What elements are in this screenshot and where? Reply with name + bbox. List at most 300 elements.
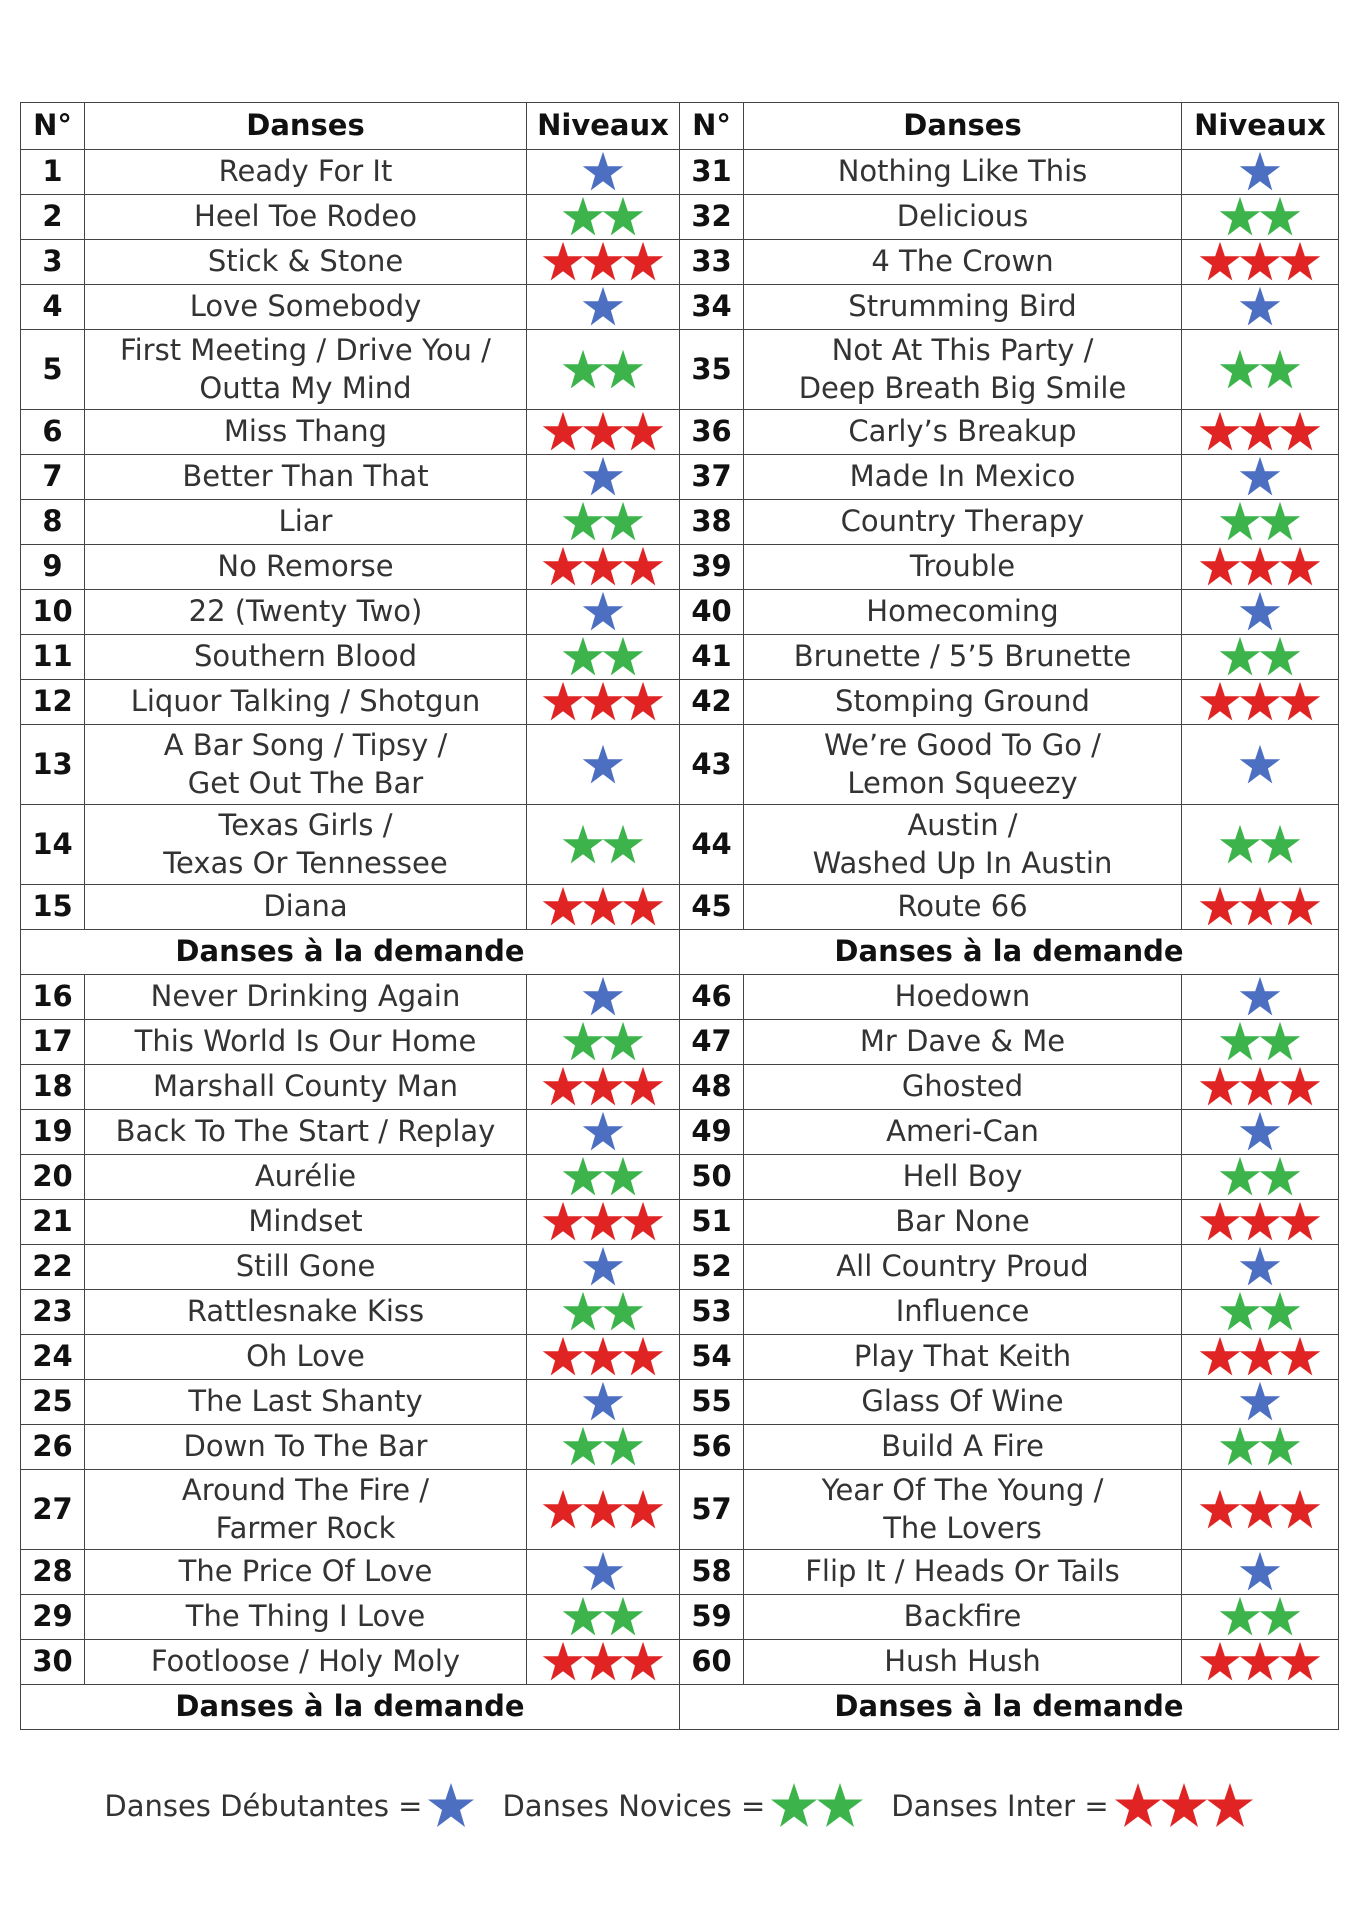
star-icon [601,195,645,239]
table-row [21,1550,1339,1595]
dance-number: 42 [680,680,744,725]
dance-name [744,725,1182,805]
star-icon [1198,1335,1242,1379]
dance-name-line: Build A Fire [881,1429,1044,1464]
dance-name-line: Miss Thang [223,414,388,449]
dance-name [85,500,527,545]
dance-number: 21 [21,1200,85,1245]
dance-name [744,1425,1182,1470]
star-icon [621,410,665,454]
demand-row [21,1685,1339,1730]
dance-name-line: Texas Or Tennessee [163,845,448,880]
star-icon [581,455,625,499]
dance-name-line: Footloose / Holy Moly [150,1644,461,1679]
dance-level [1182,1020,1339,1065]
dance-level [527,1470,680,1550]
dance-name-line: This World Is Our Home [134,1024,477,1059]
dance-number: 36 [680,410,744,455]
table-row [21,725,1339,805]
dance-name [744,1200,1182,1245]
dance-number: 46 [680,975,744,1020]
star-icon [1218,195,1262,239]
dance-name-line: Backfire [903,1599,1022,1634]
star-icon [1258,823,1302,867]
star-icon [541,545,585,589]
dance-level [527,805,680,885]
dance-number: 53 [680,1290,744,1335]
dance-number: 8 [21,500,85,545]
star-icon [601,635,645,679]
dance-name-line: Farmer Rock [215,1510,396,1545]
dance-level [1182,805,1339,885]
star-icon [1198,1065,1242,1109]
table-row [21,150,1339,195]
dance-number: 16 [21,975,85,1020]
dance-level [1182,285,1339,330]
dance-name-line: 22 (Twenty Two) [188,594,423,629]
dance-level [527,1020,680,1065]
dance-name [85,680,527,725]
dance-number: 11 [21,635,85,680]
dance-number: 41 [680,635,744,680]
dance-level [527,1065,680,1110]
dance-level [527,1550,680,1595]
star-icon [1198,1640,1242,1684]
table-row [21,1020,1339,1065]
dance-name-line: Never Drinking Again [150,979,461,1014]
star-icon [1278,680,1322,724]
star-icon [815,1781,865,1831]
dance-number: 1 [21,150,85,195]
dance-level [1182,1065,1339,1110]
star-icon [541,410,585,454]
star-icon [1238,1640,1282,1684]
dance-name [85,1470,527,1550]
dance-number: 55 [680,1380,744,1425]
dance-name-line: Liar [278,504,333,539]
star-icon [581,590,625,634]
dance-name-line: Love Somebody [189,289,422,324]
table-row [21,635,1339,680]
dance-name [85,195,527,240]
star-icon [621,680,665,724]
dance-number: 14 [21,805,85,885]
dance-number: 28 [21,1550,85,1595]
dance-name-line: Rattlesnake Kiss [186,1294,425,1329]
star-icon [1218,1595,1262,1639]
demand-label: Danses à la demande [21,930,680,975]
legend-item [891,1781,1252,1831]
dance-name [744,1380,1182,1425]
star-icon [1238,150,1282,194]
dance-name [85,1335,527,1380]
dance-level [527,500,680,545]
star-icon [1198,1488,1242,1532]
star-icon [581,975,625,1019]
star-icon [1198,545,1242,589]
dance-number: 29 [21,1595,85,1640]
dance-name-line: Mr Dave & Me [859,1024,1066,1059]
dance-name [85,1200,527,1245]
dance-name [85,1425,527,1470]
dance-name-line: Nothing Like This [837,154,1088,189]
header-num: N° [680,103,744,150]
star-icon [1238,1065,1282,1109]
star-icon [581,885,625,929]
dance-list-table [20,102,1339,1730]
header-levels: Niveaux [527,103,680,150]
dance-name [85,635,527,680]
header-dances: Danses [744,103,1182,150]
legend-label: Danses Débutantes = [104,1789,423,1823]
dance-name [85,1065,527,1110]
star-icon [581,1380,625,1424]
dance-number: 35 [680,330,744,410]
dance-name-line: Down To The Bar [183,1429,428,1464]
table-row [21,680,1339,725]
star-icon [1238,1200,1282,1244]
star-icon [1218,1425,1262,1469]
dance-number: 2 [21,195,85,240]
dance-name-line: Austin / [907,807,1018,842]
dance-number: 58 [680,1550,744,1595]
dance-level [1182,410,1339,455]
dance-name-line: Made In Mexico [849,459,1076,494]
dance-level [1182,1245,1339,1290]
dance-name [85,1550,527,1595]
dance-name [744,1065,1182,1110]
dance-level [1182,1470,1339,1550]
star-icon [581,743,625,787]
star-icon [1278,1200,1322,1244]
star-icon [621,1065,665,1109]
table-row [21,1155,1339,1200]
star-icon [621,545,665,589]
star-icon [541,1065,585,1109]
dance-name [744,1020,1182,1065]
dance-name [744,1595,1182,1640]
dance-name [85,330,527,410]
star-icon [1238,285,1282,329]
table-row [21,1640,1339,1685]
dance-name [85,885,527,930]
dance-name [85,1290,527,1335]
dance-name [744,285,1182,330]
star-icon [621,1488,665,1532]
star-icon [581,1245,625,1289]
table-row [21,885,1339,930]
star-icon [1238,975,1282,1019]
dance-name [85,240,527,285]
star-icon [581,1550,625,1594]
dance-name-line: Homecoming [866,594,1059,629]
dance-level [1182,1380,1339,1425]
demand-row [21,930,1339,975]
star-icon [581,1065,625,1109]
dance-name [744,1470,1182,1550]
dance-name-line: Hoedown [894,979,1031,1014]
dance-name [85,150,527,195]
dance-name [744,885,1182,930]
dance-level [527,1640,680,1685]
dance-level [1182,885,1339,930]
dance-name-line: Carly’s Breakup [848,414,1077,449]
star-icon [621,1200,665,1244]
star-icon [1198,885,1242,929]
dance-level [527,1200,680,1245]
dance-number: 12 [21,680,85,725]
dance-level [1182,330,1339,410]
dance-number: 15 [21,885,85,930]
dance-name [744,195,1182,240]
star-icon [1238,743,1282,787]
dance-number: 34 [680,285,744,330]
star-icon [1258,1155,1302,1199]
table-row [21,1380,1339,1425]
star-icon [1278,240,1322,284]
star-icon [541,1200,585,1244]
star-icon [581,240,625,284]
star-icon [561,348,605,392]
dance-name-line: Texas Girls / [218,807,393,842]
dance-name [744,150,1182,195]
star-icon [1238,1245,1282,1289]
dance-level [527,1595,680,1640]
table-row [21,330,1339,410]
star-icon [426,1781,476,1831]
dance-name [744,805,1182,885]
dance-name [744,545,1182,590]
dance-number: 7 [21,455,85,500]
dance-number: 60 [680,1640,744,1685]
dance-number: 3 [21,240,85,285]
dance-name-line: Marshall County Man [153,1069,458,1104]
dance-level [1182,590,1339,635]
dance-name-line: Bar None [895,1204,1030,1239]
star-icon [1278,410,1322,454]
dance-name [744,680,1182,725]
star-icon [1218,823,1262,867]
dance-level [1182,975,1339,1020]
dance-level [1182,635,1339,680]
dance-level [527,195,680,240]
dance-name-line: Hush Hush [884,1644,1041,1679]
star-icon [1278,545,1322,589]
dance-name-line: Outta My Mind [199,370,412,405]
dance-name-line: Hell Boy [902,1159,1023,1194]
star-icon [1238,455,1282,499]
star-icon [1278,1335,1322,1379]
star-icon [601,1595,645,1639]
star-icon [621,885,665,929]
dance-name-line: A Bar Song / Tipsy / [163,727,448,762]
star-icon [581,150,625,194]
table-row [21,805,1339,885]
star-icon [581,1110,625,1154]
star-icon [1258,1425,1302,1469]
dance-name-line: Oh Love [246,1339,365,1374]
dance-number: 49 [680,1110,744,1155]
dance-name-line: Washed Up In Austin [812,845,1113,880]
dance-number: 17 [21,1020,85,1065]
legend-item [104,1781,474,1831]
dance-number: 10 [21,590,85,635]
star-icon [1218,635,1262,679]
dance-number: 13 [21,725,85,805]
star-icon [1159,1781,1209,1831]
star-icon [541,885,585,929]
dance-level [527,1290,680,1335]
dance-name [744,1110,1182,1155]
star-icon [1238,545,1282,589]
dance-name [744,240,1182,285]
dance-name [85,285,527,330]
dance-name [744,1640,1182,1685]
table-row [21,1595,1339,1640]
star-icon [601,823,645,867]
dance-name-line: Stick & Stone [207,244,404,279]
star-icon [1218,348,1262,392]
table-row [21,1200,1339,1245]
dance-name-line: Liquor Talking / Shotgun [130,684,481,719]
dance-name-line: First Meeting / Drive You / [120,332,491,367]
table-row [21,545,1339,590]
star-icon [541,680,585,724]
star-icon [601,348,645,392]
dance-name-line: Still Gone [235,1249,376,1284]
dance-name-line: Heel Toe Rodeo [194,199,417,234]
star-icon [621,240,665,284]
dance-number: 33 [680,240,744,285]
dance-name-line: Delicious [896,199,1029,234]
dance-number: 27 [21,1470,85,1550]
dance-level [1182,1595,1339,1640]
dance-name-line: Ameri-Can [886,1114,1039,1149]
dance-level [1182,240,1339,285]
star-icon [561,1020,605,1064]
dance-name [744,455,1182,500]
table-row [21,285,1339,330]
dance-number: 56 [680,1425,744,1470]
dance-name-line: Aurélie [254,1159,357,1194]
dance-number: 30 [21,1640,85,1685]
legend-label: Danses Inter = [891,1789,1109,1823]
dance-number: 44 [680,805,744,885]
star-icon [541,1640,585,1684]
star-icon [561,1595,605,1639]
star-icon [581,1335,625,1379]
star-icon [1205,1781,1255,1831]
dance-name-line: Ready For It [218,154,393,189]
dance-level [527,330,680,410]
header-dances: Danses [85,103,527,150]
dance-name-line: Mindset [248,1204,363,1239]
dance-name [85,975,527,1020]
star-icon [1218,1155,1262,1199]
table-row [21,500,1339,545]
dance-name-line: Flip It / Heads Or Tails [805,1554,1120,1589]
dance-name-line: All Country Proud [836,1249,1089,1284]
dance-number: 47 [680,1020,744,1065]
dance-level [1182,1290,1339,1335]
dance-name [744,330,1182,410]
header-levels: Niveaux [1182,103,1339,150]
table-row [21,1110,1339,1155]
dance-level [1182,1155,1339,1200]
star-icon [1238,1335,1282,1379]
dance-number: 52 [680,1245,744,1290]
star-icon [1278,1640,1322,1684]
table-row [21,590,1339,635]
dance-name-line: The Thing I Love [185,1599,426,1634]
table-row [21,455,1339,500]
dance-number: 32 [680,195,744,240]
star-icon [561,195,605,239]
star-icon [601,500,645,544]
dance-name-line: Country Therapy [840,504,1085,539]
star-icon [1218,1290,1262,1334]
dance-number: 24 [21,1335,85,1380]
star-icon [1238,590,1282,634]
star-icon [621,1640,665,1684]
dance-number: 9 [21,545,85,590]
dance-name [744,590,1182,635]
dance-name-line: Influence [895,1294,1030,1329]
dance-name-line: Get Out The Bar [187,765,424,800]
dance-name-line: Southern Blood [194,639,417,674]
table-row [21,1335,1339,1380]
dance-level [1182,1110,1339,1155]
dance-level [527,1245,680,1290]
star-icon [1278,1065,1322,1109]
star-icon [1258,348,1302,392]
star-icon [1258,1290,1302,1334]
dance-name-line: The Lovers [883,1510,1042,1545]
dance-level [527,725,680,805]
dance-name [744,1290,1182,1335]
dance-name-line: Diana [263,889,348,924]
dance-name [85,410,527,455]
dance-name-line: No Remorse [217,549,394,584]
dance-level [527,885,680,930]
dance-level [527,285,680,330]
dance-level [1182,1550,1339,1595]
legend-label: Danses Novices = [502,1789,766,1823]
dance-number: 38 [680,500,744,545]
dance-level [527,1335,680,1380]
star-icon [581,410,625,454]
dance-number: 59 [680,1595,744,1640]
dance-number: 5 [21,330,85,410]
table-row [21,1470,1339,1550]
dance-name-line: Not At This Party / [831,332,1094,367]
star-icon [561,1425,605,1469]
star-icon [581,1200,625,1244]
dance-name-line: 4 The Crown [871,244,1054,279]
dance-name-line: Brunette / 5’5 Brunette [793,639,1132,674]
dance-number: 19 [21,1110,85,1155]
table-row [21,1290,1339,1335]
dance-name-line: Deep Breath Big Smile [798,370,1127,405]
dance-number: 48 [680,1065,744,1110]
star-icon [601,1425,645,1469]
dance-name-line: Year Of The Young / [821,1472,1104,1507]
star-icon [541,1335,585,1379]
dance-level [1182,150,1339,195]
star-icon [1238,410,1282,454]
dance-name-line: Glass Of Wine [861,1384,1064,1419]
dance-name [85,725,527,805]
